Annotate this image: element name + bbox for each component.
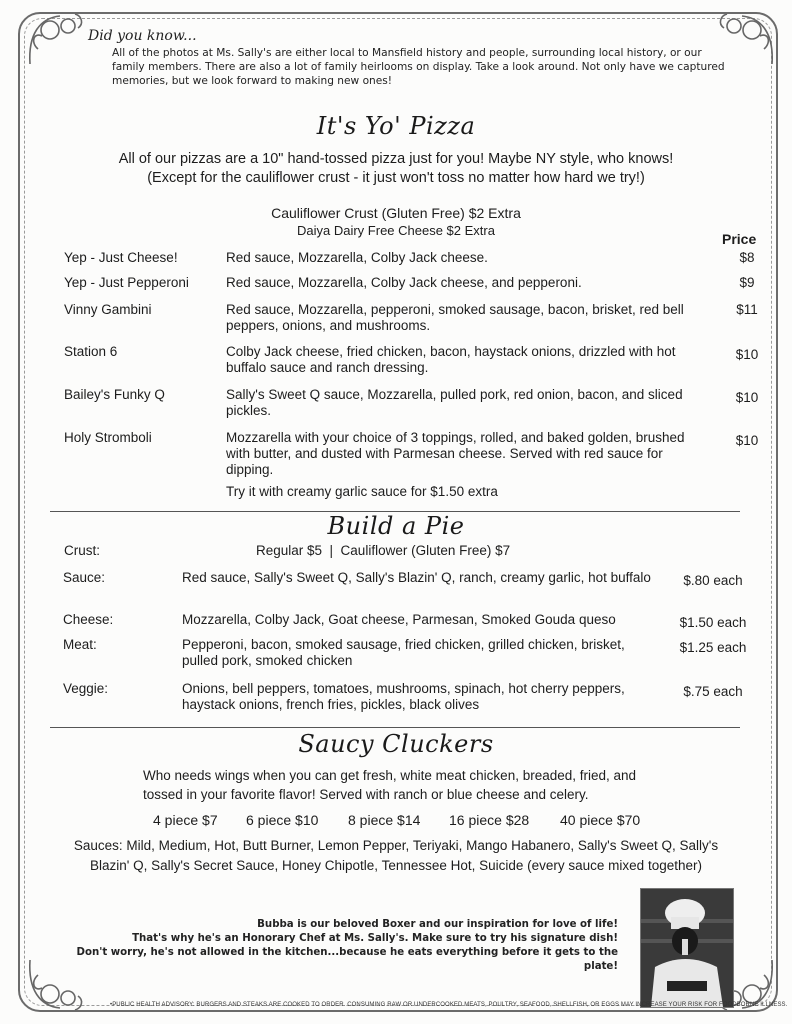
bubba-line2: That's why he's an Honorary Chef at Ms. Sally's. Make sure to try his signature dish! bbox=[132, 933, 618, 944]
section-divider bbox=[50, 727, 740, 728]
dairy-free-option: Daiya Dairy Free Cheese $2 Extra bbox=[297, 223, 495, 238]
cluckers-size: 16 piece $28 bbox=[449, 812, 530, 828]
cauliflower-option: Cauliflower Crust (Gluten Free) $2 Extra bbox=[271, 205, 521, 221]
menu-item-desc: Mozzarella with your choice of 3 toppings, rolled, and baked golden, brushed with butter, and dusted with Parmesan cheese. Served with red sauce for dipping. bbox=[226, 430, 685, 477]
menu-item-name: Holy Stromboli bbox=[64, 430, 152, 445]
menu-item-desc: Red sauce, Mozzarella, pepperoni, smoked sausage, bacon, brisket, red bell peppers, onions, and mushrooms. bbox=[226, 302, 684, 333]
build-row-desc: Red sauce, Sally's Sweet Q, Sally's Blazin' Q, ranch, creamy garlic, hot buffalo bbox=[182, 570, 651, 585]
menu-item-price: $8 bbox=[739, 250, 755, 265]
cluckers-size: 40 piece $70 bbox=[560, 812, 641, 828]
did-you-know-body: All of the photos at Ms. Sally's are either local to Mansfield history and people, surrounding local history, or our family members. There are also a lot of family heirlooms on display. Take a look around. Not only have we captured memories, but we look forward to making new ones! bbox=[112, 47, 725, 87]
section-title-pizza: It's Yo' Pizza bbox=[316, 112, 476, 140]
cluckers-size: 8 piece $14 bbox=[348, 812, 421, 828]
menu-item-name: Yep - Just Pepperoni bbox=[64, 275, 189, 290]
section-title-saucy-cluckers: Saucy Cluckers bbox=[298, 730, 494, 758]
did-you-know-title: Did you know... bbox=[88, 28, 197, 44]
menu-item-price: $10 bbox=[735, 433, 759, 448]
menu-item-name: Yep - Just Cheese! bbox=[64, 250, 178, 265]
cluckers-sauces-line1: Sauces: Mild, Medium, Hot, Butt Burner, Lemon Pepper, Teriyaki, Mango Habanero, Sally's Sweet Q, Sally's bbox=[73, 838, 719, 853]
bubba-line3: Don't worry, he's not allowed in the kitchen...because he eats everything before it gets to the plate! bbox=[76, 947, 618, 972]
crust-options: Regular $5 | Cauliflower (Gluten Free) $7 bbox=[256, 543, 511, 558]
build-row-price: $1.50 each bbox=[679, 615, 747, 630]
menu-item-desc: Colby Jack cheese, fried chicken, bacon, haystack onions, drizzled with hot buffalo sauce and ranch dressing. bbox=[226, 344, 676, 375]
build-row-price: $1.25 each bbox=[679, 640, 747, 655]
section-title-build-a-pie: Build a Pie bbox=[327, 512, 465, 540]
build-row-desc: Pepperoni, bacon, smoked sausage, fried chicken, grilled chicken, brisket, pulled pork, smoked chicken bbox=[182, 637, 625, 668]
build-row-label: Cheese: bbox=[63, 612, 114, 627]
cluckers-size: 4 piece $7 bbox=[153, 812, 218, 828]
crust-label: Crust: bbox=[64, 543, 101, 558]
menu-item-name: Vinny Gambini bbox=[64, 302, 152, 317]
menu-item-desc: Red sauce, Mozzarella, Colby Jack cheese, and pepperoni. bbox=[226, 275, 582, 290]
public-health-advisory: •PUBLIC HEALTH ADVISORY: BURGERS AND STEAKS ARE COOKED TO ORDER. CONSUMING RAW OR UNDERCOOKED MEATS, POULTRY, SEAFOOD, SHELLFISH, OR EGGS MAY INCREASE YOUR RISK FOR FOODBORNE ILLNESS. bbox=[110, 1002, 788, 1008]
menu-item-price: $9 bbox=[739, 275, 755, 290]
menu-item-desc: Red sauce, Mozzarella, Colby Jack cheese. bbox=[226, 250, 488, 265]
price-header: Price bbox=[722, 231, 757, 247]
corner-flourish-icon bbox=[20, 4, 90, 74]
cluckers-size: 6 piece $10 bbox=[246, 812, 319, 828]
build-row-price: $.80 each bbox=[683, 573, 743, 588]
build-row-desc: Onions, bell peppers, tomatoes, mushrooms, spinach, hot cherry peppers, haystack onions, french fries, pickles, black olives bbox=[182, 681, 625, 712]
cluckers-intro-line2: tossed in your favorite flavor! Served with ranch or blue cheese and celery. bbox=[143, 787, 589, 802]
menu-item-price: $10 bbox=[735, 347, 759, 362]
menu-item-name: Bailey's Funky Q bbox=[64, 387, 165, 402]
stromboli-note: Try it with creamy garlic sauce for $1.50 extra bbox=[226, 484, 498, 499]
cluckers-sauces-line2: Blazin' Q, Sally's Secret Sauce, Honey Chipotle, Tennessee Hot, Suicide (every sauce mixed together) bbox=[90, 858, 702, 873]
build-row-label: Meat: bbox=[63, 637, 97, 652]
menu-item-price: $11 bbox=[736, 302, 758, 317]
menu-item-name: Station 6 bbox=[64, 344, 118, 359]
bubba-chef-photo bbox=[640, 888, 734, 1008]
build-row-label: Veggie: bbox=[63, 681, 109, 696]
pizza-intro-line1: All of our pizzas are a 10" hand-tossed pizza just for you! Maybe NY style, who knows! bbox=[118, 151, 674, 167]
build-row-desc: Mozzarella, Colby Jack, Goat cheese, Parmesan, Smoked Gouda queso bbox=[182, 612, 616, 627]
boxer-chef-icon bbox=[641, 889, 733, 1007]
pizza-intro-line2: (Except for the cauliflower crust - it just won't toss no matter how hard we try!) bbox=[147, 170, 645, 186]
bubba-caption bbox=[58, 918, 618, 974]
menu-item-price: $10 bbox=[735, 390, 759, 405]
build-row-label: Sauce: bbox=[63, 570, 106, 585]
cluckers-intro-line1: Who needs wings when you can get fresh, white meat chicken, breaded, fried, and bbox=[143, 768, 637, 783]
menu-item-desc: Sally's Sweet Q sauce, Mozzarella, pulled pork, red onion, bacon, and sliced pickles. bbox=[226, 387, 683, 418]
build-row-price: $.75 each bbox=[683, 684, 743, 699]
bubba-line1: Bubba is our beloved Boxer and our inspiration for love of life! bbox=[257, 919, 618, 930]
